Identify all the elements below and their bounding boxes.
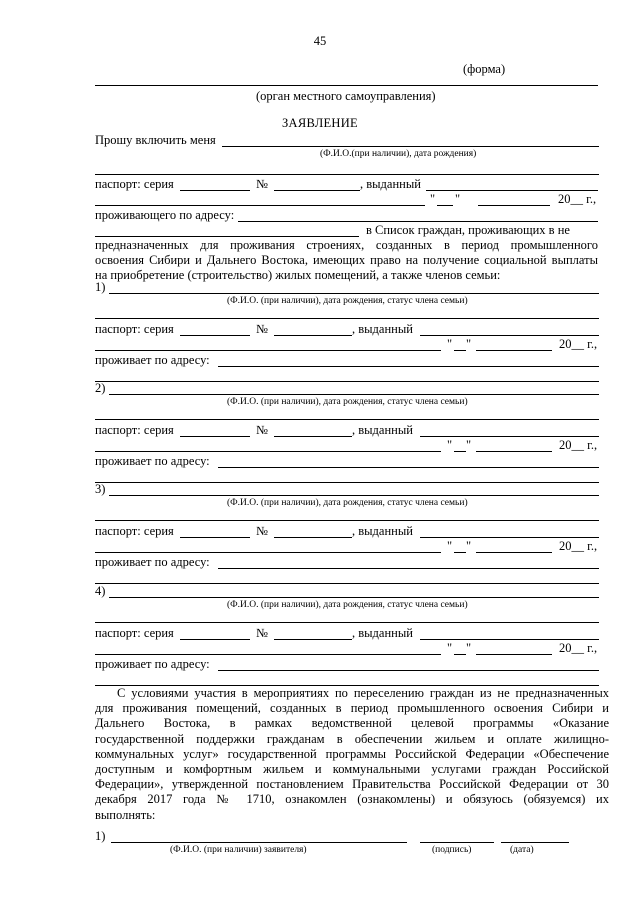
quote-open: " [447, 438, 453, 452]
conditions-line: Дальнего Востока, в рамках ведомственной целевой программы «Оказание [95, 716, 609, 731]
conditions-line: для проживания помещений, созданных в период промышленного освоения Сибири и [95, 701, 609, 716]
conditions-line: декабря 2017 года № 1710, ознакомлен (ознакомлены) и обязуюсь (обязуемся) их [95, 792, 609, 807]
issued-label: , выданный [352, 322, 413, 336]
issued-by-field-2[interactable] [95, 552, 441, 553]
member-name-field[interactable] [109, 293, 599, 294]
number-sign: № [256, 177, 268, 191]
issued-by-field[interactable] [426, 190, 598, 191]
issued-label: , выданный [352, 524, 413, 538]
passport-series-field[interactable] [180, 436, 250, 437]
number-sign: № [256, 322, 268, 336]
member-extra-field[interactable] [95, 520, 599, 521]
issued-by-field-2[interactable] [95, 205, 425, 206]
page-number: 45 [313, 34, 327, 48]
member-index: 3) [95, 482, 106, 496]
member-address-field-2[interactable] [95, 482, 599, 483]
year-label: 20__ г., [559, 641, 598, 655]
request-label: Прошу включить меня [95, 133, 216, 147]
authority-caption: (орган местного самоуправления) [256, 89, 436, 103]
applicant-address-field-2[interactable] [95, 236, 359, 237]
issued-by-field[interactable] [420, 436, 599, 437]
address-label: проживает по адресу: [95, 353, 210, 367]
member-index: 2) [95, 381, 106, 395]
quote-open: " [447, 337, 453, 351]
applicant-extra-field[interactable] [95, 174, 599, 175]
year-label: 20__ г., [559, 337, 598, 351]
member-caption: (Ф.И.О. (при наличии), дата рождения, статус члена семьи) [227, 397, 468, 407]
issue-day-field[interactable] [454, 451, 466, 452]
passport-series-field[interactable] [180, 190, 250, 191]
issue-month-field[interactable] [476, 451, 552, 452]
sign-date-field[interactable] [501, 842, 569, 843]
passport-series-label: паспорт: серия [95, 177, 174, 191]
passport-number-field[interactable] [274, 335, 352, 336]
issue-day-field[interactable] [454, 350, 466, 351]
quote-close: " [466, 438, 472, 452]
document-title: ЗАЯВЛЕНИЕ [282, 116, 358, 130]
conditions-line: С условиями участия в мероприятиях по переселению граждан из не предназначенных [117, 686, 609, 700]
issued-by-field[interactable] [420, 537, 599, 538]
applicant-paragraph [95, 238, 598, 284]
passport-number-field[interactable] [274, 190, 360, 191]
issued-by-field-2[interactable] [95, 654, 441, 655]
member-caption: (Ф.И.О. (при наличии), дата рождения, статус члена семьи) [227, 600, 468, 610]
member-extra-field[interactable] [95, 419, 599, 420]
quote-close: " [466, 539, 472, 553]
applicant-name-field[interactable] [222, 146, 599, 147]
member-address-field[interactable] [218, 568, 599, 569]
list-continuation: в Список граждан, проживающих в не [366, 223, 570, 237]
member-name-field[interactable] [109, 597, 599, 598]
member-index: 1) [95, 280, 106, 294]
date-quote-open: " [430, 192, 436, 206]
member-address-field[interactable] [218, 366, 599, 367]
date-quote-close: " [455, 192, 461, 206]
year-label: 20__ г., [558, 192, 597, 206]
applicant-name-caption: (Ф.И.О.(при наличии), дата рождения) [320, 149, 477, 159]
member-address-field[interactable] [218, 467, 599, 468]
year-label: 20__ г., [559, 438, 598, 452]
applicant-paragraph-line: предназначенных для проживания строениях, созданных в период промышленного [95, 238, 598, 252]
issued-by-field[interactable] [420, 335, 599, 336]
quote-close: " [466, 337, 472, 351]
issued-by-field-2[interactable] [95, 451, 441, 452]
member-caption: (Ф.И.О. (при наличии), дата рождения, статус члена семьи) [227, 498, 468, 508]
issued-label: , выданный [360, 177, 421, 191]
passport-number-field[interactable] [274, 537, 352, 538]
issued-label: , выданный [352, 626, 413, 640]
issued-by-field-2[interactable] [95, 350, 441, 351]
date-caption: (дата) [510, 845, 534, 855]
issue-month-field[interactable] [476, 350, 552, 351]
signature-field[interactable] [420, 842, 494, 843]
passport-series-field[interactable] [180, 335, 250, 336]
conditions-line: выполнять: [95, 807, 156, 822]
member-index: 4) [95, 584, 106, 598]
conditions-line: коммунальных услуг» государственной программы Российской Федерации «Обеспечение [95, 746, 609, 761]
signer-name-caption: (Ф.И.О. (при наличии) заявителя) [170, 845, 307, 855]
signer-name-field[interactable] [111, 842, 407, 843]
issue-day-field[interactable] [437, 205, 453, 206]
number-sign: № [256, 423, 268, 437]
number-sign: № [256, 626, 268, 640]
passport-series-label: паспорт: серия [95, 626, 174, 640]
form-label: (форма) [463, 62, 506, 76]
quote-open: " [447, 539, 453, 553]
issue-month-field[interactable] [478, 205, 550, 206]
passport-series-label: паспорт: серия [95, 524, 174, 538]
applicant-paragraph-line: на приобретение (строительство) жилых помещений, а также членов семьи: [95, 268, 501, 283]
passport-series-field[interactable] [180, 639, 250, 640]
member-address-field[interactable] [218, 670, 599, 671]
passport-number-field[interactable] [274, 436, 352, 437]
residing-label: проживающего по адресу: [95, 208, 235, 222]
passport-series-label: паспорт: серия [95, 423, 174, 437]
conditions-line: Федерации», утвержденной постановлением Правительства Российской Федерации от 30 [95, 777, 609, 792]
conditions-line: государственной поддержки гражданам в обеспечении жильем и оплате жилищно- [95, 731, 609, 746]
conditions-paragraph [95, 686, 609, 823]
member-extra-field[interactable] [95, 622, 599, 623]
member-address-field-2[interactable] [95, 583, 599, 584]
quote-open: " [447, 641, 453, 655]
issue-day-field[interactable] [454, 552, 466, 553]
issue-day-field[interactable] [454, 654, 466, 655]
address-label: проживает по адресу: [95, 555, 210, 569]
signature-caption: (подпись) [432, 845, 472, 855]
issue-month-field[interactable] [476, 552, 552, 553]
year-label: 20__ г., [559, 539, 598, 553]
member-caption: (Ф.И.О. (при наличии), дата рождения, статус члена семьи) [227, 296, 468, 306]
signature-index: 1) [95, 829, 106, 843]
quote-close: " [466, 641, 472, 655]
issue-month-field[interactable] [476, 654, 552, 655]
conditions-line: доступным и комфортным жильем и коммунальными услугами граждан Российской [95, 762, 609, 777]
passport-series-label: паспорт: серия [95, 322, 174, 336]
address-label: проживает по адресу: [95, 657, 210, 671]
passport-number-field[interactable] [274, 639, 352, 640]
applicant-paragraph-line: освоения Сибири и Дальнего Востока, имеющих право на получение социальной выплаты [95, 253, 598, 268]
address-label: проживает по адресу: [95, 454, 210, 468]
passport-series-field[interactable] [180, 537, 250, 538]
applicant-address-field[interactable] [238, 221, 598, 222]
member-address-field-2[interactable] [95, 381, 599, 382]
number-sign: № [256, 524, 268, 538]
authority-field[interactable] [95, 85, 598, 86]
issued-label: , выданный [352, 423, 413, 437]
member-name-field[interactable] [109, 394, 599, 395]
member-extra-field[interactable] [95, 318, 599, 319]
issued-by-field[interactable] [420, 639, 599, 640]
member-name-field[interactable] [109, 495, 599, 496]
